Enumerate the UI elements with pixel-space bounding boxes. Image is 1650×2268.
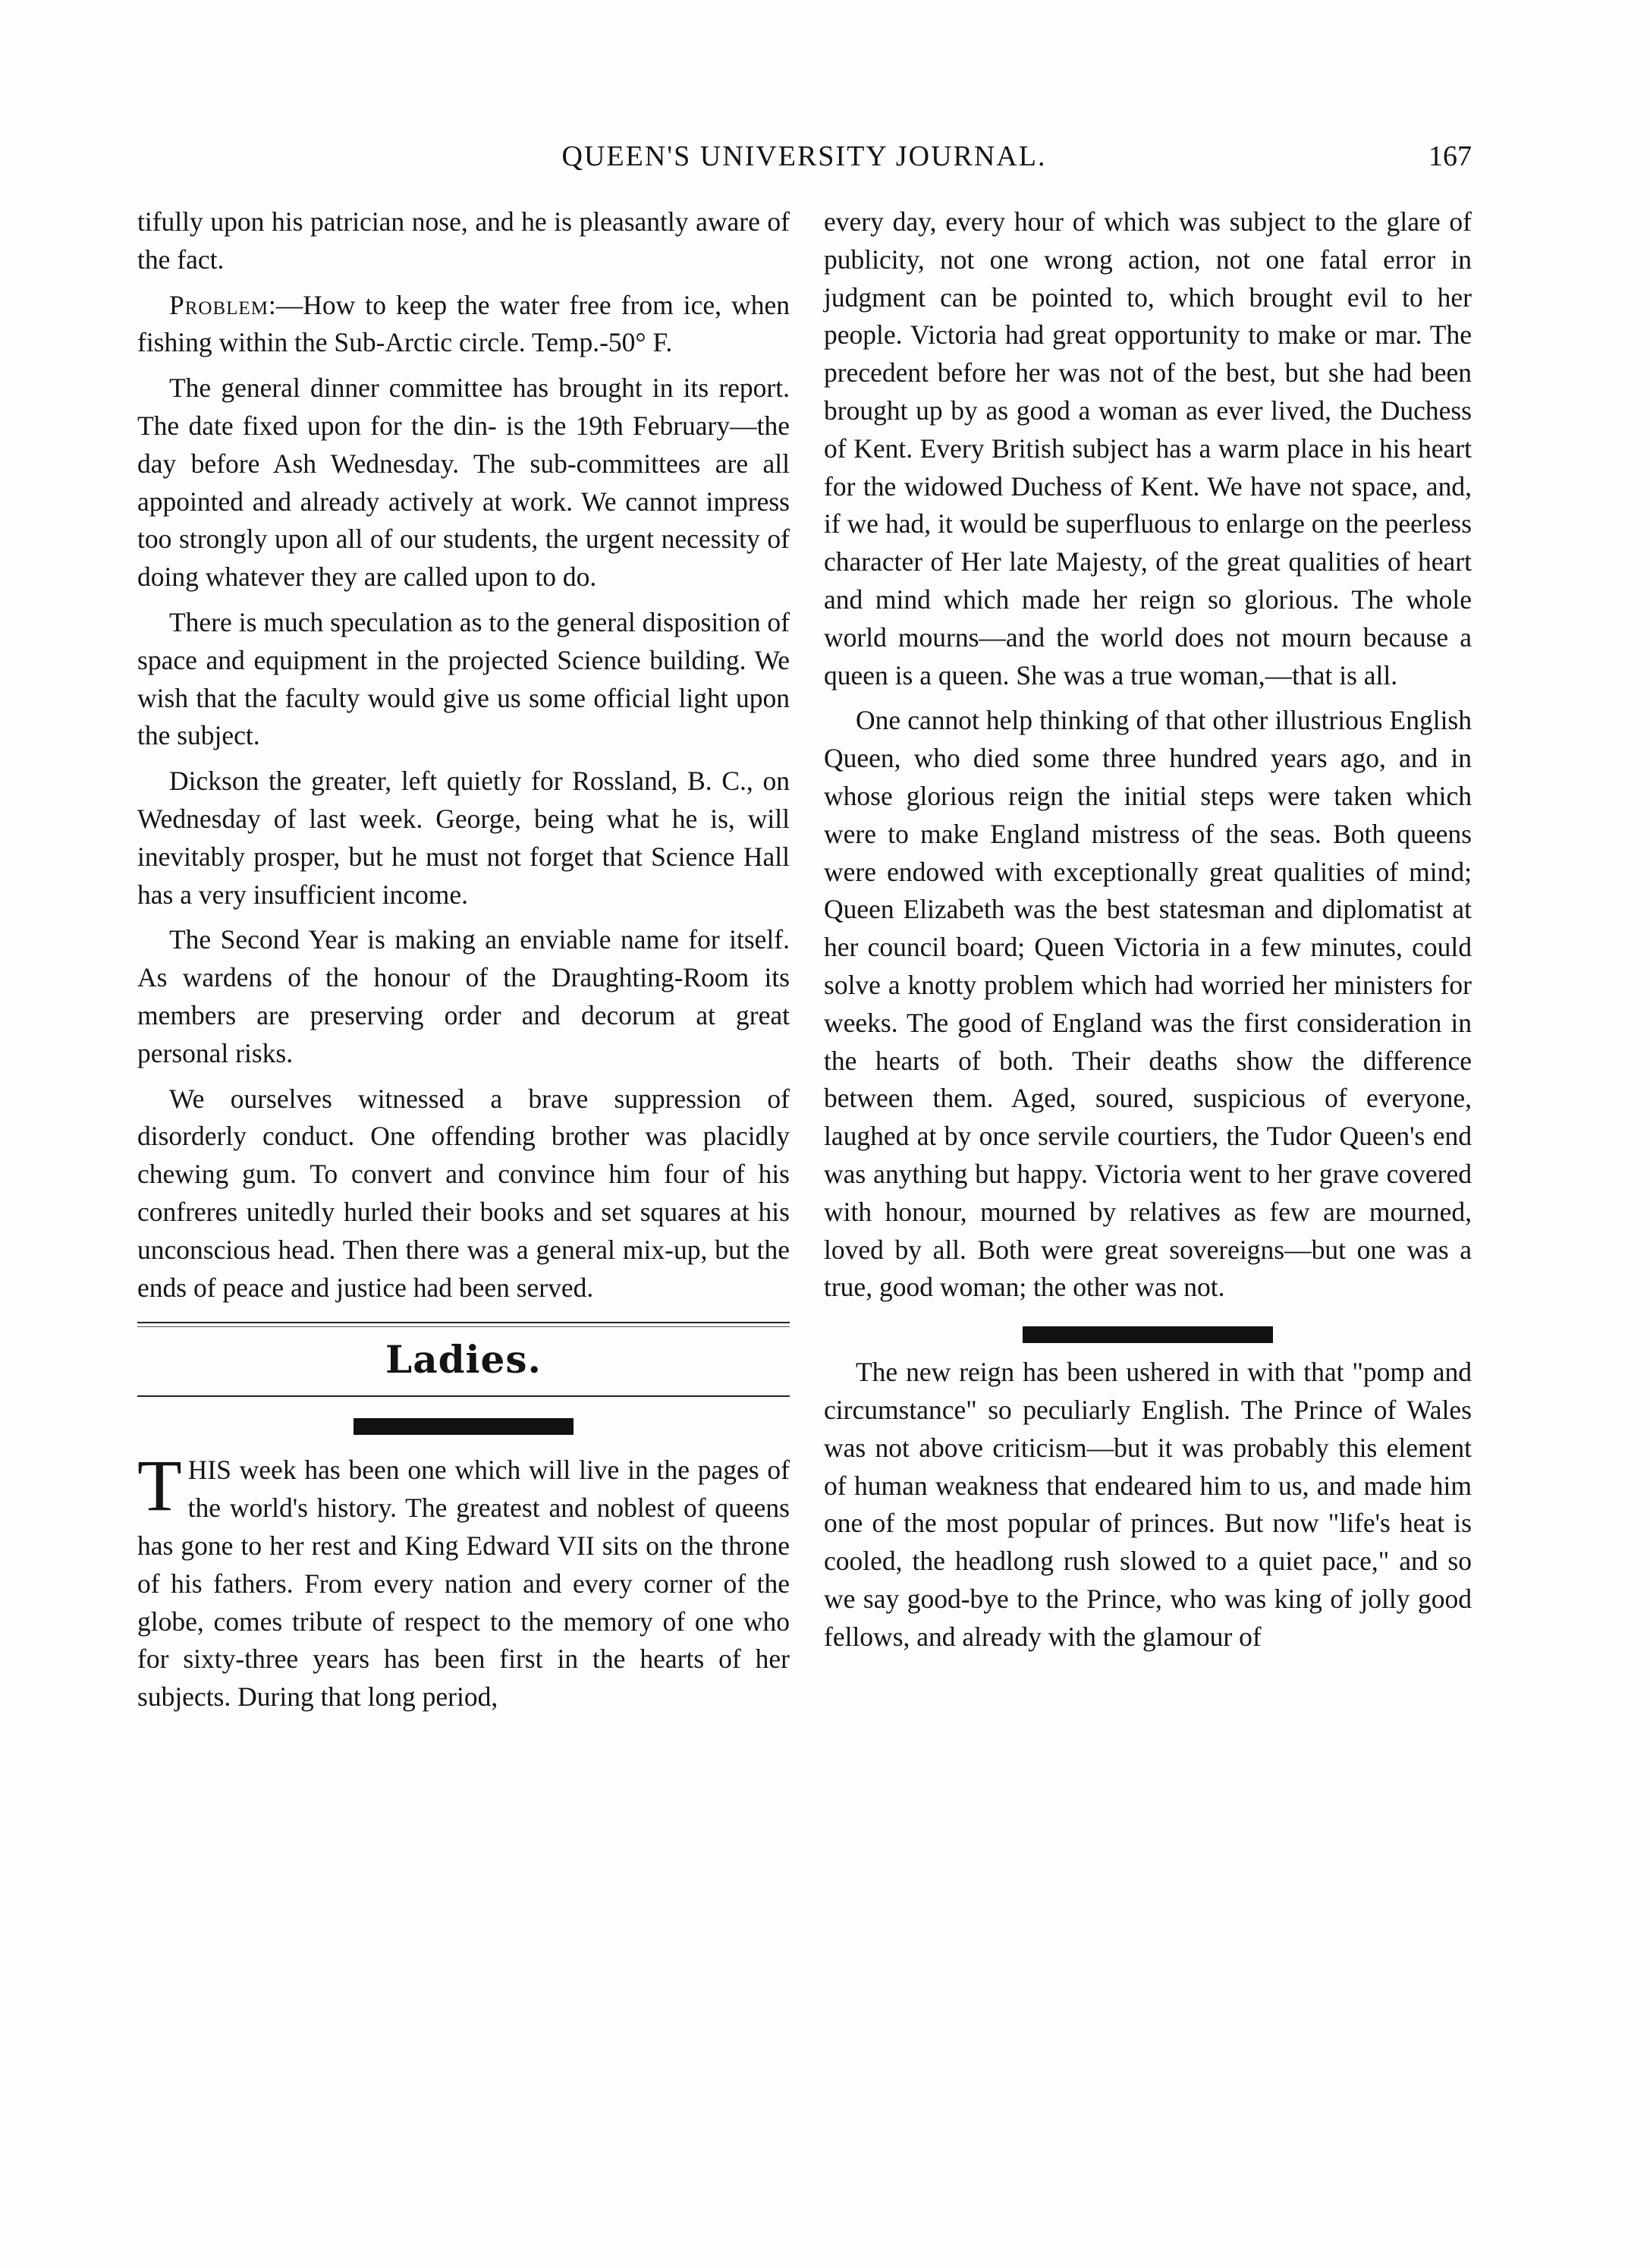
paragraph: One cannot help thinking of that other illustrious English Queen, who died some three hundred years ago, and in whose glorious reign the initial steps were taken which were to make England mistress of the seas. Both queens were endowed with exceptionally great qualities of mind; Queen Elizabeth was the best statesman and diplomatist at her council board; Queen Victoria in a few minutes, could solve a knotty problem which had worried her ministers for weeks. The good of England was the first consideration in the hearts of both. Their deaths show the difference between them. Aged, soured, suspicious of everyone, laughed at by once servile courtiers, the Tudor Queen's end was anything but happy. Victoria went to her grave covered with honour, mourned by relatives as few are mourned, loved by all. Both were great sovereigns—but one was a true, good woman; the other was not. xyxy=(824,705,1472,1303)
section-divider-bottom xyxy=(137,1395,790,1397)
page-number: 167 xyxy=(1428,140,1472,172)
problem-label: Problem xyxy=(169,289,269,320)
section-heading: Ladies. xyxy=(385,1337,542,1383)
ornament-bar xyxy=(1023,1326,1273,1343)
journal-title: QUEEN'S UNIVERSITY JOURNAL. xyxy=(561,140,1047,172)
paragraph: Dickson the greater, left quietly for Rossland, B. C., on Wednesday of last week. George, being what he is, will inevitably prosper, but he must not forget that Science Hall has a very insufficient income. xyxy=(137,766,790,910)
problem-paragraph xyxy=(137,287,790,363)
ladies-paragraph xyxy=(137,1445,790,1716)
drop-cap: T xyxy=(137,1445,182,1527)
paragraph: We ourselves witnessed a brave suppression of disorderly conduct. One offending brother was placidly chewing gum. To convert and convince him four of his confreres unitedly hurled their books and set squares at his unconscious head. Then there was a general mix-up, but the ends of peace and justice had been served. xyxy=(137,1083,790,1303)
paragraph: The general dinner committee has brought in its report. The date fixed upon for the din- is the 19th February—the day before Ash Wednesday. The sub-committees are all appointed and already actively at work. We cannot impress too strongly upon all of our students, the urgent necessity of doing whatever they are called upon to do. xyxy=(137,373,790,593)
problem-text: :—How to keep the water free from ice, when fishing within the Sub-Arctic circle. Temp.-50° F. xyxy=(137,289,790,358)
paragraph: There is much speculation as to the general disposition of space and equipment in the projected Science building. We wish that the faculty would give us some official light upon the subject. xyxy=(137,606,790,751)
paragraph: every day, every hour of which was subject to the glare of publicity, not one wrong action, not one fatal error in judgment can be pointed to, which brought evil to her people. Victoria had great opportunity to make or mar. The precedent before her was not of the best, but she had been brought up by as good a woman as ever lived, the Duchess of Kent. Every British subject has a warm place in his heart for the widowed Duchess of Kent. We have not space, and, if we had, it would be superfluous to enlarge on the peerless character of Her late Majesty, of the great qualities of heart and mind which made her reign so glorious. The whole world mourns—and the world does not mourn because a queen is a queen. She was a true woman,—that is all. xyxy=(824,206,1472,690)
page-header xyxy=(137,135,1472,181)
section-divider-top xyxy=(137,1322,790,1327)
paragraph: tifully upon his patrician nose, and he is pleasantly aware of the fact. xyxy=(137,206,790,275)
paragraph: The new reign has been ushered in with that "pomp and circumstance" so peculiarly English. The Prince of Wales was not above criticism—but it was probably this element of human weakness that endeared him to us, and made him one of the most popular of princes. But now "life's heat is cooled, the headlong rush slowed to a quiet pace," and so we say good-bye to the Prince, who was king of jolly good fellows, and already with the glamour of xyxy=(824,1357,1472,1652)
paragraph: The Second Year is making an enviable name for itself. As wardens of the honour of the Draughting-Room its members are preserving order and decorum at great personal risks. xyxy=(137,924,790,1068)
left-column xyxy=(137,203,790,1716)
ornament-bar xyxy=(354,1418,574,1435)
ladies-text: HIS week has been one which will live in the pages of the world's history. The greatest and noblest of queens has gone to her rest and King Edward VII sits on the throne of his fathers. From every nation and every corner of the globe, comes tribute of respect to the memory of one who for sixty-three years has been first in the hearts of her subjects. During that long period, xyxy=(137,1455,790,1713)
right-column xyxy=(824,203,1472,1656)
